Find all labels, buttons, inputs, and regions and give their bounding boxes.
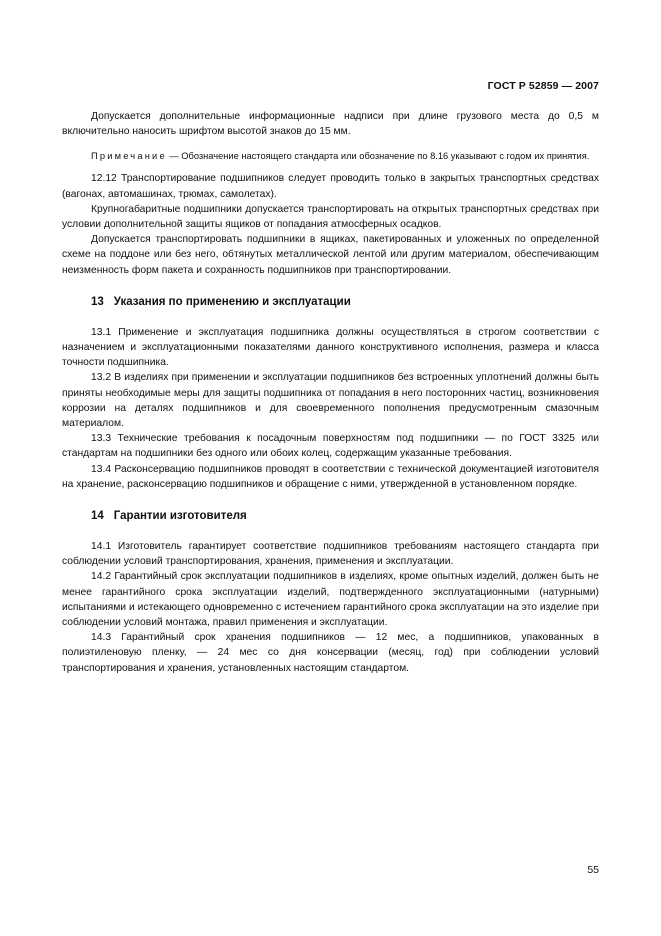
section-13-number: 13 <box>91 295 104 308</box>
section-13-heading <box>62 294 599 310</box>
clause-12-12-paragraph-3: Допускается транспортировать подшипники в ящиках, пакетированных и уложенных по определенной схеме на поддоне или без него, обтянутых металлической лентой или другим материалом, обеспечивающим неизменность форм пакета и сохранность подшипников при транспортировании. <box>62 234 599 276</box>
clause-13-4: 13.4 Расконсервацию подшипников проводят в соответствии с технической документацией изготовителя на хранение, расконсервацию подшипников и обращение с ними, утвержденной в установленном порядке. <box>62 463 599 490</box>
note-text: — Обозначение настоящего стандарта или обозначение по 8.16 указывают с годом их принятия. <box>166 151 590 162</box>
clause-13-3: 13.3 Технические требования к посадочным поверхностям под подшипники — по ГОСТ 3325 или стандартам на подшипники без одного или обоих колец, содержащим указанные требования. <box>62 433 599 460</box>
clause-13-1: 13.1 Применение и эксплуатация подшипника должны осуществляться в строгом соответствии с назначением и эксплуатационными показателями данного конструктивного исполнения, размера и класса точности подшипника. <box>62 326 599 369</box>
standard-code-header: ГОСТ Р 52859 — 2007 <box>487 80 599 92</box>
section-14-heading <box>62 508 599 524</box>
section-13-title: Указания по применению и эксплуатации <box>113 295 351 308</box>
section-14-number: 14 <box>91 510 104 523</box>
note-label: Примечание <box>91 151 167 162</box>
page-content <box>62 109 599 676</box>
note-paragraph <box>62 149 599 163</box>
clause-12-12-paragraph-2: Крупногабаритные подшипники допускается транспортировать на открытых транспортных средствах при условии дополнительной защиты ящиков от попадания атмосферных осадков. <box>62 203 599 231</box>
clause-14-2: 14.2 Гарантийный срок эксплуатации подшипников в изделиях, кроме опытных изделий, должен быть не менее гарантийного срока эксплуатации изделий, подтвержденного эксплуатационными (натурными) испытаниями и истекающего одновременно с истечением гарантийного срока эксплуатации на это изделие при соблюдении условий монтажа, правил применения и эксплуатации. <box>62 571 599 629</box>
clause-12-12-paragraph-1: 12.12 Транспортирование подшипников следует проводить только в закрытых транспортных средствах (вагонах, автомашинах, трюмах, самолетах). <box>62 173 599 200</box>
page-number: 55 <box>587 864 599 876</box>
clause-14-1: 14.1 Изготовитель гарантирует соответствие подшипников требованиям настоящего стандарта при соблюдении условий транспортирования, хранения, применения и эксплуатации. <box>62 541 599 568</box>
clause-14-3: 14.3 Гарантийный срок хранения подшипников — 12 мес, а подшипников, упакованных в полиэтиленовую пленку, — 24 мес со дня консервации (месяц, год) при соблюдении условий транспортирования и хранения, установленных настоящим стандартом. <box>62 632 599 674</box>
section-14-title: Гарантии изготовителя <box>113 510 247 523</box>
intro-paragraph: Допускается дополнительные информационные надписи при длине грузового места до 0,5 м включительно наносить шрифтом высотой знаков до 15 мм. <box>62 111 599 138</box>
clause-13-2: 13.2 В изделиях при применении и эксплуатации подшипников без встроенных уплотнений должны быть приняты необходимые меры для защиты подшипника от попадания в него посторонних частиц, возникновения коррозии на деталях подшипников и для своевременного пополнения предусмотренным смазочным материалом. <box>62 372 599 430</box>
